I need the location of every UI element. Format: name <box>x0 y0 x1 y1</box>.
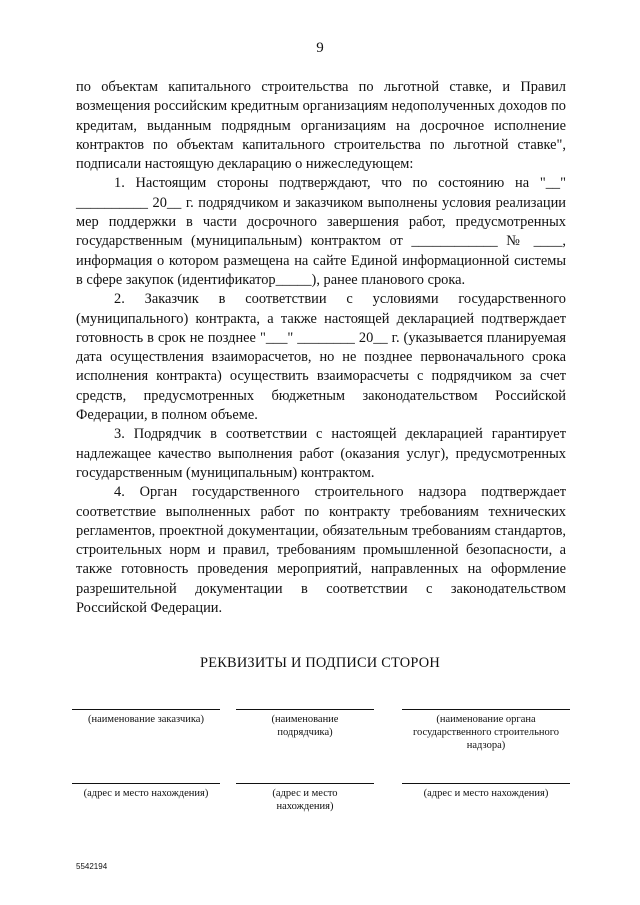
signature-line <box>72 783 220 784</box>
contractor-address-label: (адрес и место нахождения) <box>272 788 338 812</box>
contractor-address-signature <box>236 783 374 813</box>
page-number: 9 <box>316 40 324 56</box>
authority-name-label: (наименование органа государственного строительного надзора) <box>412 714 560 751</box>
document-code: 5542194 <box>76 862 108 871</box>
customer-address-signature <box>72 783 220 800</box>
customer-address-label: (адрес и место нахождения) <box>83 788 209 799</box>
authority-address-signature <box>402 783 570 800</box>
authority-address-label: (адрес и место нахождения) <box>423 788 549 799</box>
contractor-name-signature <box>236 709 374 739</box>
signature-line <box>402 709 570 710</box>
declaration-body <box>76 78 566 618</box>
section-title: РЕКВИЗИТЫ И ПОДПИСИ СТОРОН <box>200 655 440 671</box>
signature-line <box>402 783 570 784</box>
clause-2-paragraph: 2. Заказчик в соответствии с условиями государственного (муниципального) контракта, а также настоящей декларацией подтверждает готовность в срок не позднее "___" ________ 20__ г. (указывается планируемая дата осуществления взаиморасчетов, но не позднее первоначального срока исполнения контракта) осуществить взаиморасчеты с подрядчиком за счет средств, предусмотренных бюджетным законодательством Российской Федерации, в полном объеме. <box>76 291 566 424</box>
contractor-name-label: (наименование подрядчика) <box>271 714 339 738</box>
customer-name-label: (наименование заказчика) <box>88 714 204 725</box>
intro-paragraph: по объектам капитального строительства по льготной ставке, и Правил возмещения российским кредитным организациям недополученных доходов по кредитам, выданным подрядным организациям на досрочное исполнение контрактов по объектам капитального строительства по льготной ставке", подписали настоящую декларацию о нижеследующем: <box>76 79 566 173</box>
clause-4-paragraph: 4. Орган государственного строительного надзора подтверждает соответствие выполненных работ по контракту требованиям технических регламентов, проектной документации, обязательным требованиям стандартов, строительных норм и правил, требованиям промышленной безопасности, а также готовность проведения мероприятий, направленных на оформление разрешительной документации в соответствии с законодательством Российской Федерации. <box>76 484 566 617</box>
clause-1-paragraph: 1. Настоящим стороны подтверждают, что по состоянию на "__" __________ 20__ г. подрядчиком и заказчиком выполнены условия реализации мер поддержки в части досрочного завершения работ, предусмотренных государственным (муниципальным) контрактом от ____________ № ____, информация о котором размещена на сайте Единой информационной системы в сфере закупок (идентификатор_____), ранее планового срока. <box>76 175 566 288</box>
signature-line <box>72 709 220 710</box>
signature-line <box>236 709 374 710</box>
customer-name-signature <box>72 709 220 726</box>
signature-line <box>236 783 374 784</box>
authority-name-signature <box>402 709 570 752</box>
clause-3-paragraph: 3. Подрядчик в соответствии с настоящей декларацией гарантирует надлежащее качество выполнения работ (оказания услуг), предусмотренных государственным (муниципальным) контрактом. <box>76 426 566 481</box>
